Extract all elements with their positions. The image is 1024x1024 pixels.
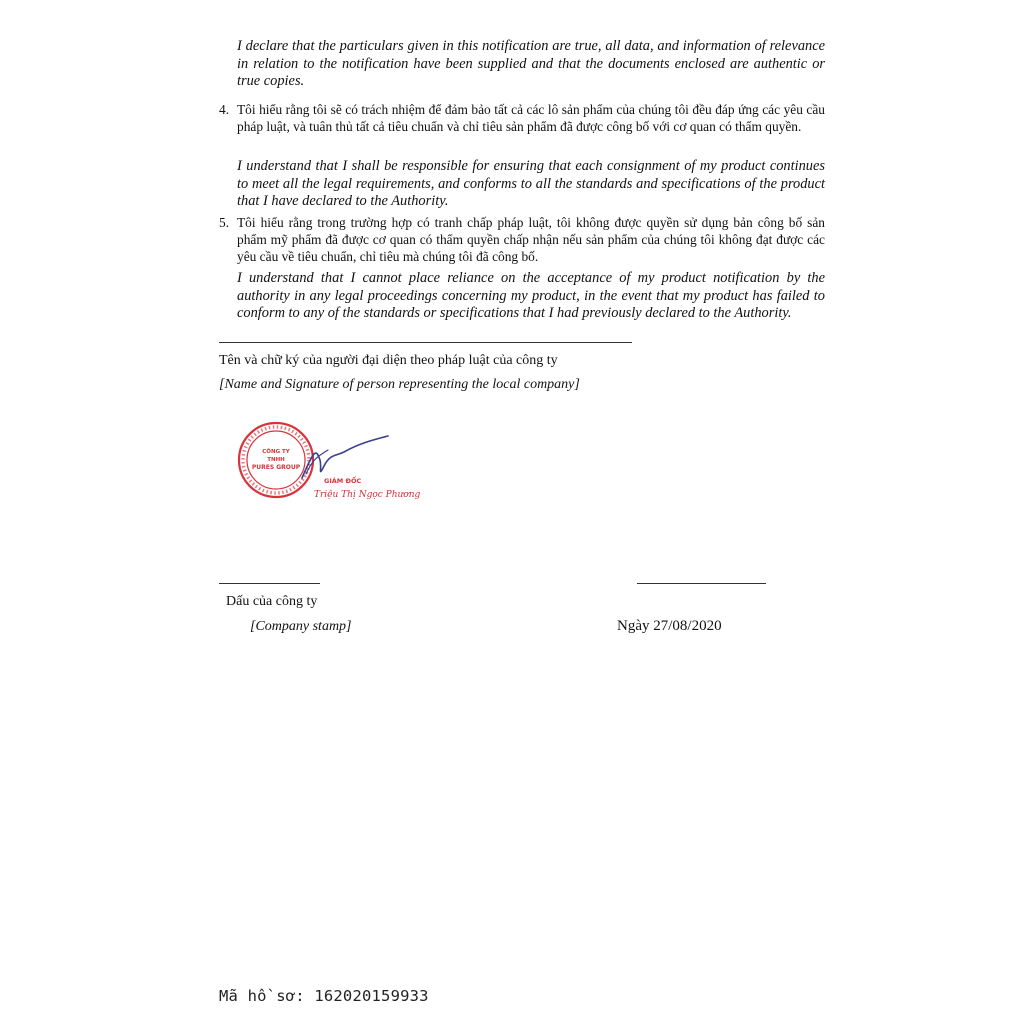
company-seal-and-signature — [232, 420, 422, 512]
declaration-3-en: I declare that the particulars given in this notification are true, all data, and information of relevance in relation to the notification have been supplied and that the documents enclosed are authentic or true copies. — [237, 38, 825, 89]
signature-title-en: [Name and Signature of person representing the local company] — [219, 377, 580, 392]
file-code: Mã hồ sơ: 162020159933 — [219, 987, 429, 1005]
item-5-en: I understand that I cannot place reliance on the acceptance of my product notification by the authority in any legal proceedings concerning my product, in the event that my product has failed to conform to any of the standards or specifications that I had previously declared to the Authority. — [237, 270, 825, 321]
seal-line2: TNHH — [267, 457, 285, 463]
seal-signature-image — [232, 420, 422, 512]
signature-title-vi: Tên và chữ ký của người đại diện theo pháp luật của công ty — [219, 353, 558, 368]
company-stamp-label-vi: Dấu của công ty — [226, 594, 318, 609]
director-role: GIÁM ĐỐC — [324, 477, 362, 485]
company-stamp-label-en: [Company stamp] — [250, 619, 352, 634]
seal-line1: CÔNG TY — [262, 449, 290, 455]
seal-line3: PURES GROUP — [251, 464, 301, 471]
item-4-vi: Tôi hiểu rằng tôi sẽ có trách nhiệm để đảm bảo tất cả các lô sản phẩm của chúng tôi đều đáp ứng các yêu cầu pháp luật, và tuân thủ tất cả tiêu chuẩn và chỉ tiêu sản phẩm đã được công bố với cơ quan có thẩm quyền. — [237, 102, 825, 134]
date-text: Ngày 27/08/2020 — [617, 618, 722, 634]
item-4-number: 4. — [219, 102, 230, 117]
item-5-number: 5. — [219, 215, 230, 230]
separator-line — [219, 342, 632, 343]
item-4-en: I understand that I shall be responsible for ensuring that each consignment of my product continues to meet all the legal requirements, and conforms to all the standards and specifications of the product that I have declared to the Authority. — [237, 158, 825, 209]
date-underline — [637, 583, 766, 584]
director-name: Triệu Thị Ngọc Phương — [314, 490, 421, 500]
item-5-vi: Tôi hiểu rằng trong trường hợp có tranh chấp pháp luật, tôi không được quyền sử dụng bản công bố sản phẩm mỹ phẩm đã được cơ quan có thẩm quyền chấp nhận nếu sản phẩm của chúng tôi không đạt được các yêu cầu về tiêu chuẩn, chỉ tiêu mà chúng tôi đã công bố. — [237, 215, 825, 264]
stamp-underline — [219, 583, 320, 584]
